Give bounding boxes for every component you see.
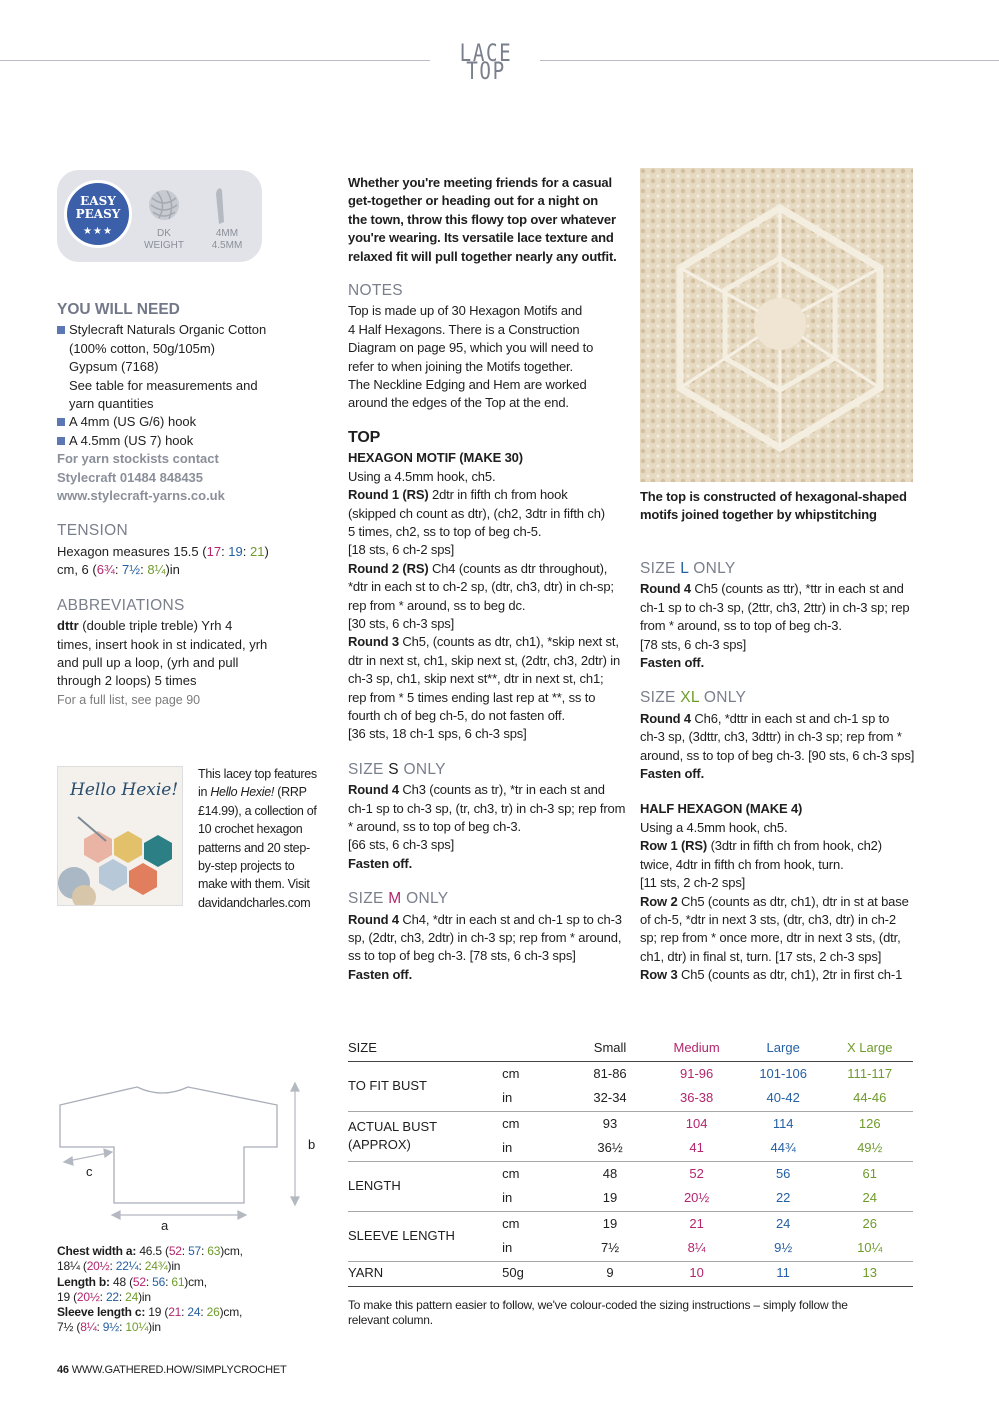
intro-line-5: relaxed fit will pull together nearly any outfit. [348, 248, 617, 264]
abbr-note: For a full list, see page 90 [57, 692, 201, 707]
intro-line-1: Whether you're meeting friends for a casual [348, 175, 612, 190]
abbr-line-2: times, insert hook in st indicated, yrh [57, 636, 268, 652]
abbr-line-4: through 2 loops) 5 times [57, 673, 197, 689]
tension-heading: TENSION [57, 522, 128, 540]
table-row: SLEEVE LENGTH cm 19 21 24 26 [348, 1211, 913, 1236]
hook-size-label: 4MM 4.5MM [211, 228, 243, 251]
middle-column [348, 174, 628, 984]
round-3-line: [36 sts, 18 ch-1 sps, 6 ch-3 sps] [348, 726, 527, 742]
level-stars: ★★★ [83, 226, 113, 237]
page-title: LACE TOP [459, 39, 513, 86]
bullet-icon [57, 326, 65, 334]
half-hex-using: Using a 4.5mm hook, ch5. [640, 819, 788, 835]
top-heading: TOP [348, 428, 381, 446]
table-row: LENGTH cm 48 52 56 61 [348, 1161, 913, 1186]
notes-line: The Neckline Edging and Hem are worked [348, 377, 587, 393]
yarn-composition: (100% cotton, 50g/105m) [69, 340, 215, 356]
table-row: in 7½ 8¼ 9½ 10¼ [502, 1240, 883, 1256]
diagram-measurements: Chest width a: 46.5 (52: 57: 63)cm, 18¼ (20½: 22¼: 24¾)in Length b: 48 (52: 56: 61)cm, 19 (20½: 22: 24)in Sleeve length c: 19 (21: 24: 26)cm, 7½ (8¼: 9½: 10¼)in [57, 1244, 243, 1335]
footer-url[interactable]: WWW.GATHERED.HOW/SIMPLYCROCHET [68, 1364, 287, 1376]
photo-caption: The top is constructed of hexagonal-shaped motifs joined together by whipstitching [640, 489, 907, 523]
row-1-line: Row 1 (RS) (3dtr in fifth ch from hook, ch2) [640, 838, 882, 854]
size-s-line: [66 sts, 6 ch-3 sps] [348, 837, 455, 853]
yarn-weight-label: DK WEIGHT [144, 228, 184, 251]
round-1-line: 5 times, ch2, ss to top of beg ch-5. [348, 523, 542, 539]
you-will-need-heading: YOU WILL NEED [57, 301, 180, 318]
level-line2: PEASY [75, 207, 121, 221]
table-row: in 19 20½ 22 24 [502, 1190, 877, 1206]
size-m-line: Round 4 Ch4, *dtr in each st and ch-1 sp to ch-3 [348, 911, 622, 927]
yarn-note-2: yarn quantities [69, 396, 154, 412]
notes-line: Top is made up of 30 Hexagon Motifs and [348, 303, 583, 319]
table-row: YARN 50g 9 10 11 13 [348, 1261, 913, 1286]
table-row: in 36½ 41 44¾ 49½ [502, 1140, 883, 1156]
book-description: This lacey top features in Hello Hexie! (RRP £14.99), a collection of 10 crochet hexagon patterns and 20 step- by-step projects to make with them. Visit davidandcharles.com [198, 765, 328, 912]
publisher-link[interactable]: davidandcharles.com [198, 895, 311, 910]
size-s-line: Round 4 Ch3 (counts as tr), *tr in each st and [348, 782, 605, 798]
dimension-label-c: c [86, 1164, 93, 1179]
size-l-line: from * around, ss to top of beg ch-3. [640, 618, 842, 634]
size-s-fasten: Fasten off. [348, 855, 413, 871]
half-hex-heading: HALF HEXAGON (MAKE 4) [640, 801, 803, 817]
notes-line: around the edges of the Top at the end. [348, 395, 569, 411]
size-xl-line: around, ss to top of beg ch-3. [90 sts, 6 ch-3 sps] [640, 747, 915, 763]
stockists-link[interactable]: www.stylecraft-yarns.co.uk [57, 488, 225, 504]
bullet-icon [57, 418, 65, 426]
size-xl-line: ch-3 sp, (3dttr, ch3, 3dttr) in ch-3 sp; rep from * [640, 729, 902, 745]
abbr-line-3: and pull up a loop, (yrh and pull [57, 654, 239, 670]
round-1-line: Round 1 (RS) 2dtr in fifth ch from hook [348, 487, 568, 503]
round-2-line: [30 sts, 6 ch-3 sps] [348, 615, 455, 631]
easy-peasy-seal [64, 180, 132, 248]
size-s-line: * around, ss to top of beg ch-3. [348, 819, 521, 834]
yarn-shade: Gypsum (7168) [69, 359, 159, 375]
stockists-line-1: For yarn stockists contact [57, 451, 219, 467]
hook-icon [213, 186, 227, 226]
row-2-line: ch1, dtr) in final st, turn. [17 sts, 2 ch-3 sps] [640, 948, 882, 964]
notes-line: 4 Half Hexagons. There is a Construction [348, 321, 580, 337]
table-row: ACTUAL BUST (APPROX) cm 93 104 114 126 [348, 1111, 913, 1136]
round-3-line: ch-3 sp, ch1, skip next st**, dtr in next st, ch1; [348, 671, 604, 687]
round-1-line: [18 sts, 6 ch-2 sps] [348, 542, 455, 558]
table-row: TO FIT BUST cm 81-86 91-96 101-106 111-117 [348, 1061, 913, 1086]
size-s-heading: SIZE S ONLY [348, 760, 446, 778]
right-column [640, 560, 920, 985]
abbr-line-1: dttr (double triple treble) Yrh 4 [57, 618, 233, 634]
intro-line-4: you're wearing. Its versatile lace texture and [348, 230, 614, 246]
size-m-heading: SIZE M ONLY [348, 890, 449, 908]
row-1-line: twice, 4dtr in fifth ch from hook, turn. [640, 856, 844, 872]
round-3-line: fourth ch of beg ch-5, do not fasten off. [348, 707, 565, 723]
table-header-row: SIZE Small Medium Large X Large [348, 1040, 893, 1056]
dimension-label-b: b [308, 1137, 316, 1152]
round-3-line: dtr in next st, ch1, skip next st, (2dtr, ch3, 2dtr) in [348, 652, 621, 668]
size-m-fasten: Fasten off. [348, 966, 413, 982]
lace-hexagon-photo [640, 168, 913, 482]
motif-using: Using a 4.5mm hook, ch5. [348, 468, 496, 484]
size-m-line: ss to top of beg ch-3. [78 sts, 6 ch-3 sps] [348, 948, 576, 964]
size-l-line: Round 4 Ch5 (counts as ttr), *ttr in each st and [640, 581, 904, 597]
header-rule-left [0, 60, 430, 61]
tension-line-2: cm, 6 (6¾: 7½: 8¼)in [57, 562, 180, 578]
left-column [57, 301, 317, 709]
size-xl-line: Round 4 Ch6, *dttr in each st and ch-1 sp to [640, 710, 890, 726]
size-l-heading: SIZE L ONLY [640, 560, 736, 577]
motif-heading: HEXAGON MOTIF (MAKE 30) [348, 450, 523, 466]
size-xl-heading: SIZE XL ONLY [640, 689, 747, 707]
row-2-line: of ch-5, *dtr in next 3 sts, (dtr, ch3, dtr) in ch-2 [640, 911, 896, 927]
level-line1: EASY [80, 194, 116, 208]
stockists-phone: Stylecraft 01484 848435 [57, 469, 204, 485]
yarn-ball-icon [147, 188, 181, 222]
notes-line: refer to when joining the Motifs together. [348, 358, 573, 374]
hook-item-1: A 4mm (US G/6) hook [57, 413, 317, 431]
row-3-line: Row 3 Ch5 (counts as dtr, ch1), 2tr in first ch-1 [640, 967, 903, 983]
bullet-icon [57, 437, 65, 445]
size-s-line: ch-1 sp to ch-3 sp, (tr, ch3, tr) in ch-3 sp; rep from [348, 800, 626, 816]
table-footnote: To make this pattern easier to follow, we've colour-coded the sizing instructions – simply follow the relevant column. [348, 1298, 848, 1327]
row-1-line: [11 sts, 2 ch-2 sps] [640, 875, 746, 891]
hook-item-2: A 4.5mm (US 7) hook [57, 432, 317, 450]
size-l-fasten: Fasten off. [640, 655, 705, 671]
row-2-line: Row 2 Ch5 (counts as dtr, ch1), dtr in st at base [640, 893, 909, 909]
size-l-line: [78 sts, 6 ch-3 sps] [640, 636, 747, 652]
round-2-line: *dtr in each st to ch-2 sp, (dtr, ch3, dtr) in ch-sp; [348, 579, 614, 595]
notes-heading: NOTES [348, 282, 403, 300]
size-xl-fasten: Fasten off. [640, 766, 705, 782]
garment-outline [60, 1087, 277, 1203]
notes-line: Diagram on page 95, which you will need to [348, 340, 594, 356]
hexagon-motifs-illustration [58, 811, 183, 906]
round-3-line: rep from * 5 times ending last rep at **, ss to [348, 689, 596, 705]
book-cover [57, 766, 183, 906]
garment-diagram [52, 1075, 332, 1235]
page-footer [57, 1361, 287, 1379]
yarn-item: Stylecraft Naturals Organic Cotton [57, 321, 317, 339]
page-number: 46 [57, 1364, 69, 1376]
book-cover-title: Hello Hexie! [70, 780, 179, 800]
table-row: in 32-34 36-38 40-42 44-46 [502, 1090, 887, 1106]
tension-line-1: Hexagon measures 15.5 (17: 19: 21) [57, 543, 269, 559]
row-2-line: sp; rep from * once more, dtr in next 3 sts, (dtr, [640, 930, 901, 946]
yarn-note-1: See table for measurements and [69, 377, 258, 393]
dimension-label-a: a [161, 1218, 169, 1233]
round-1-line: (skipped ch count as dtr), (ch2, 3dtr in fifth ch) [348, 505, 605, 521]
round-3-line: Round 3 Ch5, (counts as dtr, ch1), *skip next st, [348, 634, 619, 650]
size-l-line: ch-1 sp to ch-3 sp, (2ttr, ch3, 2ttr) in ch-3 sp; rep [640, 599, 910, 615]
abbreviations-heading: ABBREVIATIONS [57, 596, 185, 614]
round-2-line: rep from * around, ss to beg dc. [348, 597, 526, 613]
intro-line-3: the town, throw this flowy top over whatever [348, 211, 616, 227]
size-m-line: sp, (2dtr, ch3, 2dtr) in ch-3 sp; rep from * around, [348, 930, 622, 946]
header-rule-right [540, 60, 999, 61]
intro-line-2: get-together or heading out for a night on [348, 193, 599, 209]
size-table [348, 1036, 913, 1287]
round-2-line: Round 2 (RS) Ch4 (counts as dtr throughout), [348, 560, 608, 576]
